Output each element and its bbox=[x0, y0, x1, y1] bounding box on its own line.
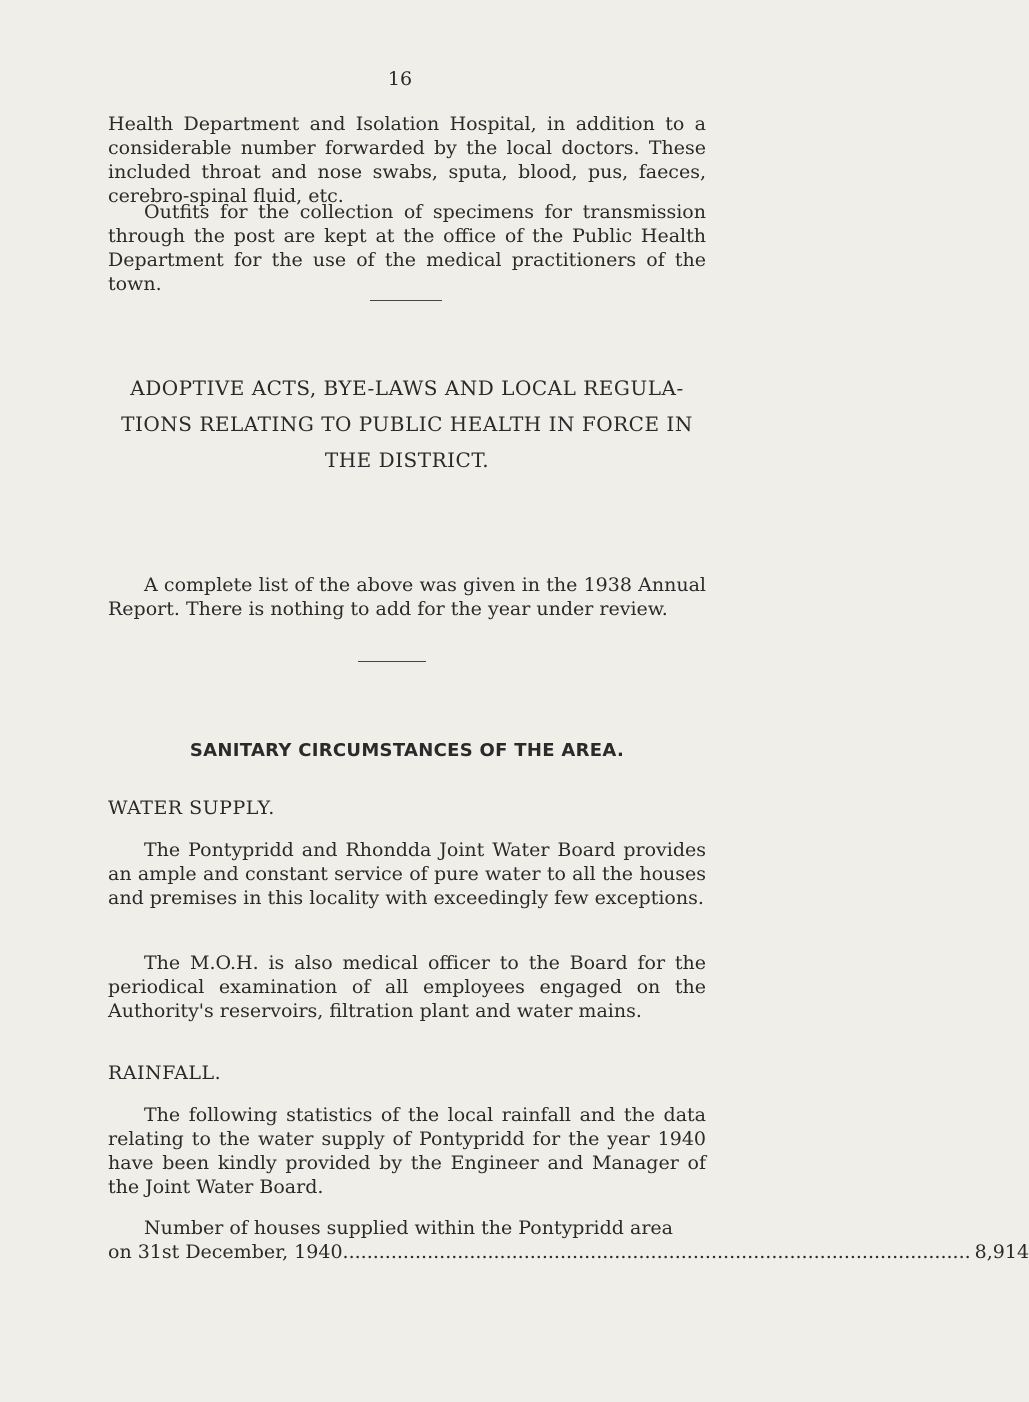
sanitary-circumstances-heading: SANITARY CIRCUMSTANCES OF THE AREA. bbox=[189, 740, 625, 761]
paragraph-water-board: The Pontypridd and Rhondda Joint Water Board provides an ample and constant service of pure water to all the houses and premises in this locality with exceedingly few exceptions. bbox=[108, 839, 706, 909]
houses-supplied-entry: Number of houses supplied within the Pontypridd area on 31st December, 1940 ........................................................................................................ 8,914 bbox=[108, 1217, 1029, 1263]
section-divider bbox=[370, 300, 442, 301]
section-divider bbox=[358, 661, 426, 662]
paragraph-annual-report: A complete list of the above was given in the 1938 Annual Report. There is nothing to add for the year under review. bbox=[108, 574, 706, 620]
rainfall-heading: RAINFALL. bbox=[108, 1062, 222, 1084]
water-supply-heading: WATER SUPPLY. bbox=[108, 797, 275, 819]
houses-count: 8,914 bbox=[974, 1241, 1029, 1263]
paragraph-rainfall: The following statistics of the local rainfall and the data relating to the water supply of Pontypridd for the year 1940 have been kindly provided by the Engineer and Manager of the Joint Water Board. bbox=[108, 1104, 706, 1198]
paragraph-outfits: Outfits for the collection of specimens for transmission through the post are kept at the office of the Public Health Department for the use of the medical practitioners of the town. bbox=[108, 201, 706, 295]
paragraph-lab-specimens: Health Department and Isolation Hospital, in addition to a considerable number forwarded by the local doctors. These included throat and nose swabs, sputa, blood, pus, faeces, cerebro-spinal fluid, etc. bbox=[108, 113, 706, 207]
adoptive-acts-heading: ADOPTIVE ACTS, BYE-LAWS AND LOCAL REGULA- TIONS RELATING TO PUBLIC HEALTH IN FORCE IN THE DISTRICT. bbox=[121, 376, 693, 472]
page-number: 16 bbox=[387, 68, 413, 90]
paragraph-moh: The M.O.H. is also medical officer to the Board for the periodical examination of all employees engaged on the Authority's reservoirs, filtration plant and water mains. bbox=[108, 952, 706, 1022]
